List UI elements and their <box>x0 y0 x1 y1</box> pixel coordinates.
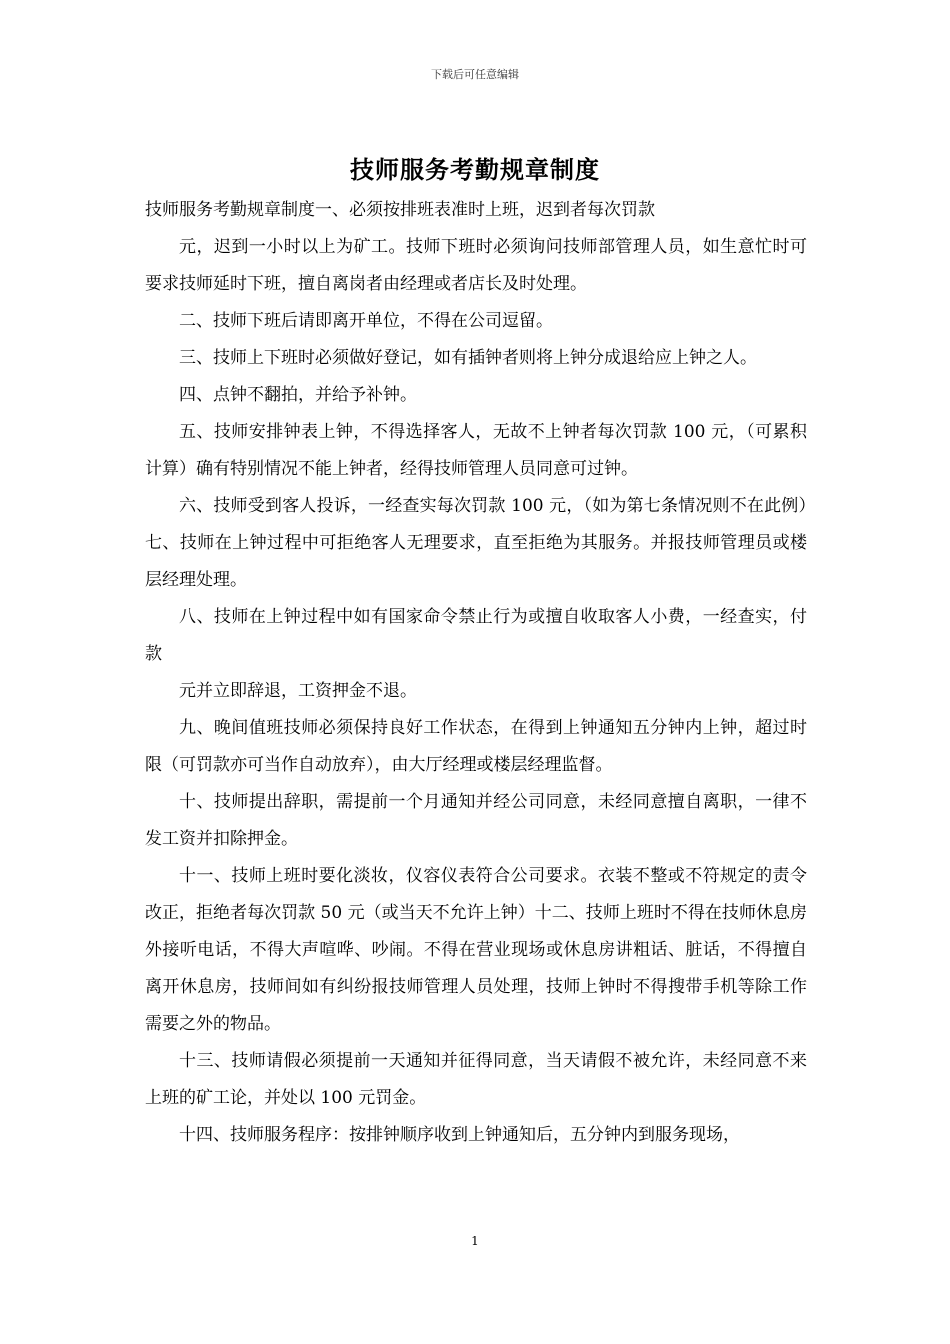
paragraph-5: 四、点钟不翻拍，并给予补钟。 <box>179 385 417 405</box>
paragraph-2: 元，迟到一小时以上为矿工。技师下班时必须询问技师部管理人员，如生意忙时可要求技师延时下班，擅自离岗者由经理或者店长及时处理。 <box>145 237 807 294</box>
page-number: 1 <box>471 1234 479 1248</box>
paragraph-7: 六、技师受到客人投诉，一经查实每次罚款 100 元，（如为第七条情况则不在此例）七、技师在上钟过程中可拒绝客人无理要求，直至拒绝为其服务。并报技师管理员或楼层经理处理。 <box>145 496 807 590</box>
paragraph-8: 八、技师在上钟过程中如有国家命令禁止行为或擅自收取客人小费，一经查实，付款 <box>145 607 807 664</box>
paragraph-6: 五、技师安排钟表上钟，不得选择客人，无故不上钟者每次罚款 100 元，（可累积计算）确有特别情况不能上钟者，经得技师管理人员同意可过钟。 <box>145 422 807 479</box>
paragraph-1: 技师服务考勤规章制度一、必须按排班表准时上班，迟到者每次罚款 <box>145 200 655 220</box>
paragraph-9: 元并立即辞退，工资押金不退。 <box>179 681 417 701</box>
document-body <box>145 192 807 1154</box>
page-header-note: 下载后可任意编辑 <box>431 68 519 81</box>
paragraph-14: 十四、技师服务程序：按排钟顺序收到上钟通知后，五分钟内到服务现场， <box>179 1125 740 1145</box>
paragraph-13: 十三、技师请假必须提前一天通知并征得同意，当天请假不被允许，未经同意不来上班的矿工论，并处以 100 元罚金。 <box>145 1051 807 1108</box>
paragraph-10: 九、晚间值班技师必须保持良好工作状态，在得到上钟通知五分钟内上钟，超过时限（可罚款亦可当作自动放弃），由大厅经理或楼层经理监督。 <box>145 718 807 775</box>
paragraph-12: 十一、技师上班时要化淡妆，仪容仪表符合公司要求。衣装不整或不符规定的责令改正，拒绝者每次罚款 50 元（或当天不允许上钟）十二、技师上班时不得在技师休息房外接听电话，不得大声喧哗、吵闹。不得在营业现场或休息房讲粗话、脏话，不得擅自离开休息房，技师间如有纠纷报技师管理人员处理，技师上钟时不得搜带手机等除工作需要之外的物品。 <box>145 866 807 1034</box>
paragraph-4: 三、技师上下班时必须做好登记，如有插钟者则将上钟分成退给应上钟之人。 <box>179 348 757 368</box>
document-title: 技师服务考勤规章制度 <box>350 155 600 184</box>
paragraph-11: 十、技师提出辞职，需提前一个月通知并经公司同意，未经同意擅自离职，一律不发工资并扣除押金。 <box>145 792 807 849</box>
paragraph-3: 二、技师下班后请即离开单位，不得在公司逗留。 <box>179 311 553 331</box>
